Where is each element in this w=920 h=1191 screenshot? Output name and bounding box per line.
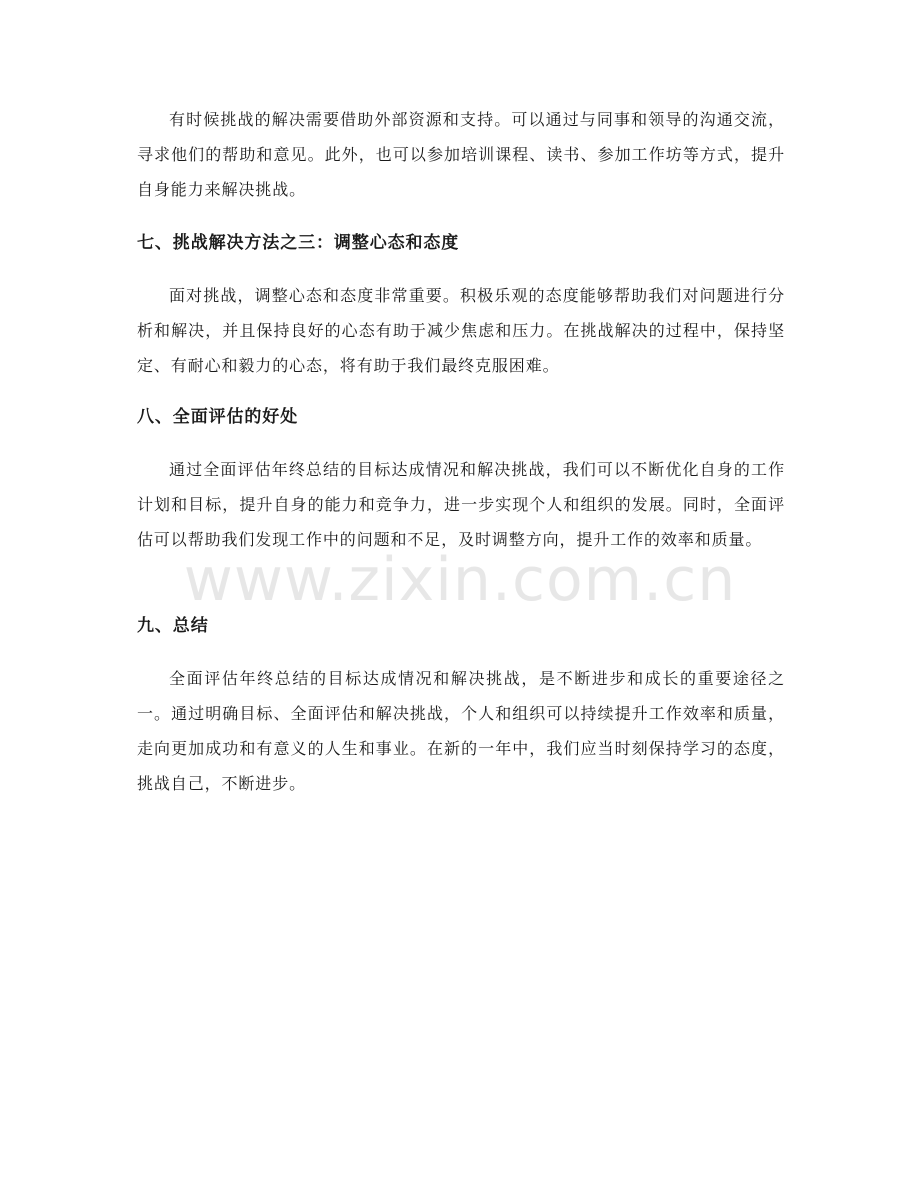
section-heading-7: 七、挑战解决方法之三：调整心态和态度 — [137, 233, 460, 253]
watermark: www.zixin.com.cn — [183, 545, 737, 615]
paragraph-external-resources: 有时候挑战的解决需要借助外部资源和支持。可以通过与同事和领导的沟通交流，寻求他们的帮助和意见。此外，也可以参加培训课程、读书、参加工作坊等方式，提升自身能力来解决挑战。 — [137, 110, 785, 199]
section-heading-8: 八、全面评估的好处 — [137, 407, 299, 427]
paragraph-mindset-attitude: 面对挑战，调整心态和态度非常重要。积极乐观的态度能够帮助我们对问题进行分析和解决，并且保持良好的心态有助于减少焦虑和压力。在挑战解决的过程中，保持坚定、有耐心和毅力的心态，将有助于我们最终克服困难。 — [137, 286, 785, 375]
paragraph-summary: 全面评估年终总结的目标达成情况和解决挑战，是不断进步和成长的重要途径之一。通过明确目标、全面评估和解决挑战，个人和组织可以持续提升工作效率和质量，走向更加成功和有意义的人生和事业。在新的一年中，我们应当时刻保持学习的态度，挑战自己，不断进步。 — [137, 669, 785, 793]
section-heading-9: 九、总结 — [137, 616, 209, 636]
paragraph-evaluation-benefits: 通过全面评估年终总结的目标达成情况和解决挑战，我们可以不断优化自身的工作计划和目标，提升自身的能力和竞争力，进一步实现个人和组织的发展。同时，全面评估可以帮助我们发现工作中的问题和不足，及时调整方向，提升工作的效率和质量。 — [137, 460, 785, 549]
